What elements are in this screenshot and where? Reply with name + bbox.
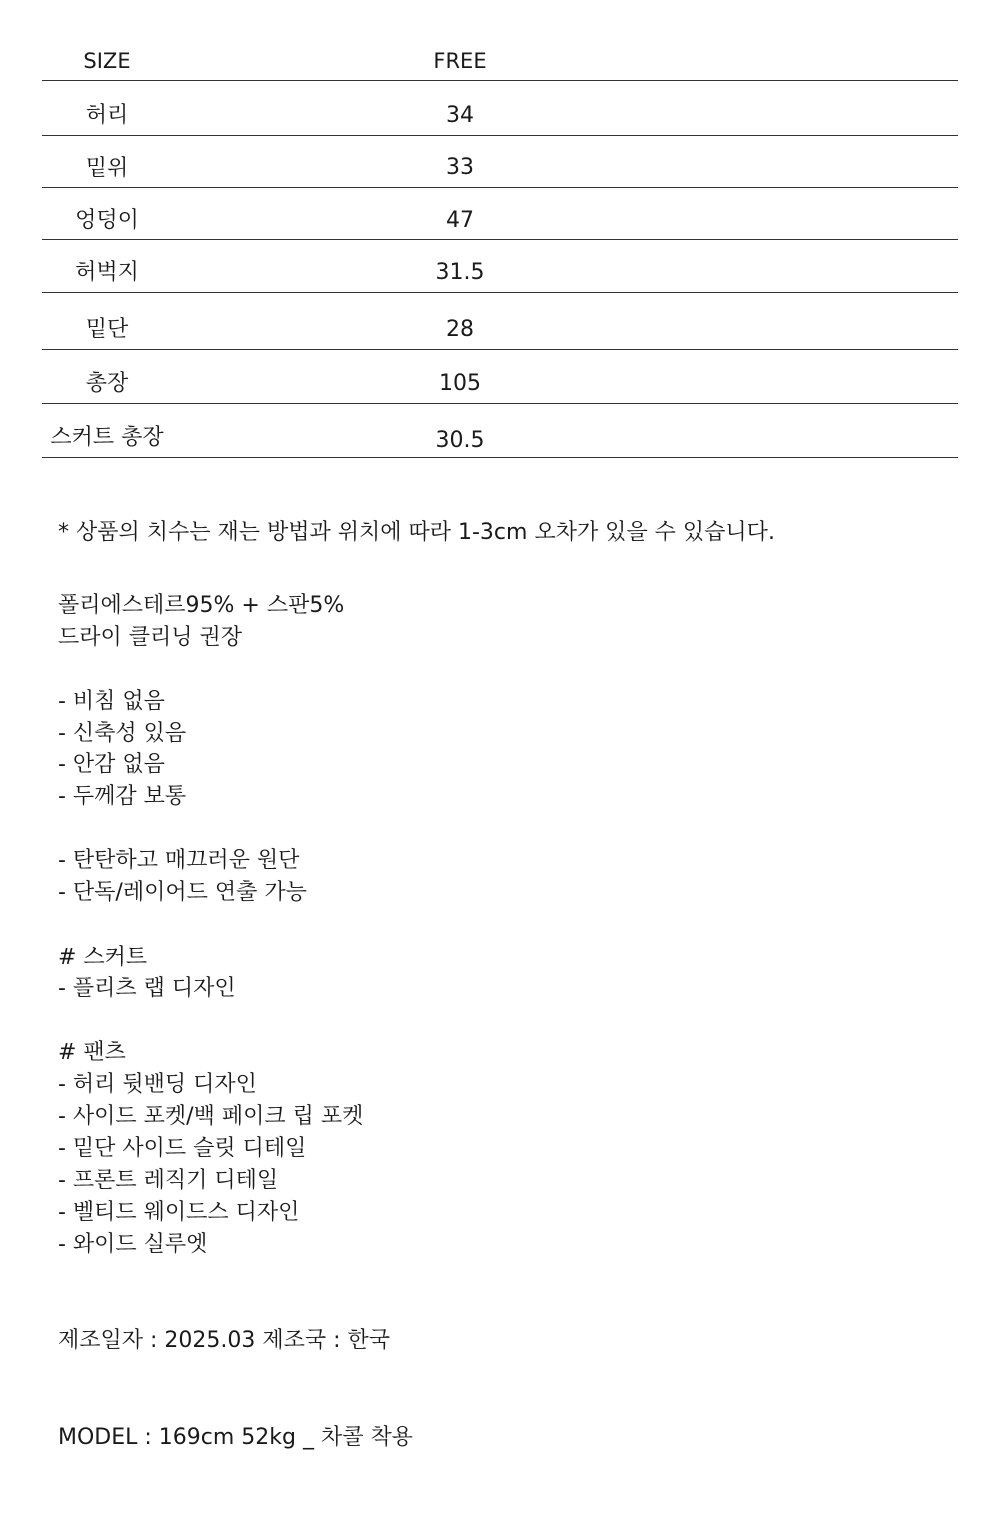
pants-heading: # 팬츠 [58, 1040, 126, 1065]
table-row [42, 350, 958, 404]
row-label: 허벅지 [75, 260, 139, 285]
row-value: 31.5 [435, 260, 485, 285]
size-header-label: SIZE [83, 49, 131, 73]
size-table [42, 40, 958, 458]
row-value: 47 [446, 208, 474, 233]
property-item: - 신축성 있음 [58, 721, 187, 746]
pants-detail: - 사이드 포켓/백 페이크 립 포켓 [58, 1104, 364, 1129]
row-label: 엉덩이 [75, 208, 139, 233]
property-item: - 두께감 보통 [58, 784, 187, 809]
table-row [42, 136, 958, 188]
pants-detail: - 와이드 실루엣 [58, 1232, 208, 1257]
table-row [42, 81, 958, 136]
pants-detail: - 벨티드 웨이드스 디자인 [58, 1200, 300, 1225]
table-row [42, 188, 958, 240]
skirt-heading: # 스커트 [58, 945, 148, 970]
property-item: - 안감 없음 [58, 752, 165, 777]
fabric-composition: 폴리에스테르95% + 스판5% [58, 593, 345, 618]
row-label: 허리 [85, 103, 129, 128]
table-row [42, 240, 958, 293]
pants-detail: - 프론트 레직기 디테일 [58, 1168, 279, 1193]
row-value: 105 [439, 371, 481, 396]
row-label: 총장 [85, 371, 129, 396]
size-header-value: FREE [433, 49, 487, 73]
row-value: 30.5 [435, 428, 485, 453]
pants-detail: - 허리 뒷밴딩 디자인 [58, 1072, 257, 1097]
table-row [42, 404, 958, 458]
property-item: - 비침 없음 [58, 689, 165, 714]
row-label: 밑위 [85, 156, 129, 181]
row-label: 밑단 [85, 317, 129, 342]
row-value: 33 [446, 155, 474, 180]
care-instruction: 드라이 클리닝 권장 [58, 625, 243, 650]
measurement-note: * 상품의 치수는 재는 방법과 위치에 따라 1-3cm 오차가 있을 수 있습니다. [58, 520, 775, 545]
pants-detail: - 밑단 사이드 슬릿 디테일 [58, 1136, 307, 1161]
feature-item: - 단독/레이어드 연출 가능 [58, 880, 307, 905]
row-value: 34 [446, 103, 474, 128]
row-value: 28 [446, 317, 474, 342]
row-label: 스커트 총장 [50, 425, 164, 450]
table-row [42, 293, 958, 350]
feature-item: - 탄탄하고 매끄러운 원단 [58, 848, 300, 873]
manufacture-info: 제조일자 : 2025.03 제조국 : 한국 [58, 1328, 391, 1353]
size-table-header [42, 40, 958, 81]
skirt-detail: - 플리츠 랩 디자인 [58, 976, 236, 1001]
model-info: MODEL : 169cm 52kg _ 차콜 착용 [58, 1425, 413, 1450]
